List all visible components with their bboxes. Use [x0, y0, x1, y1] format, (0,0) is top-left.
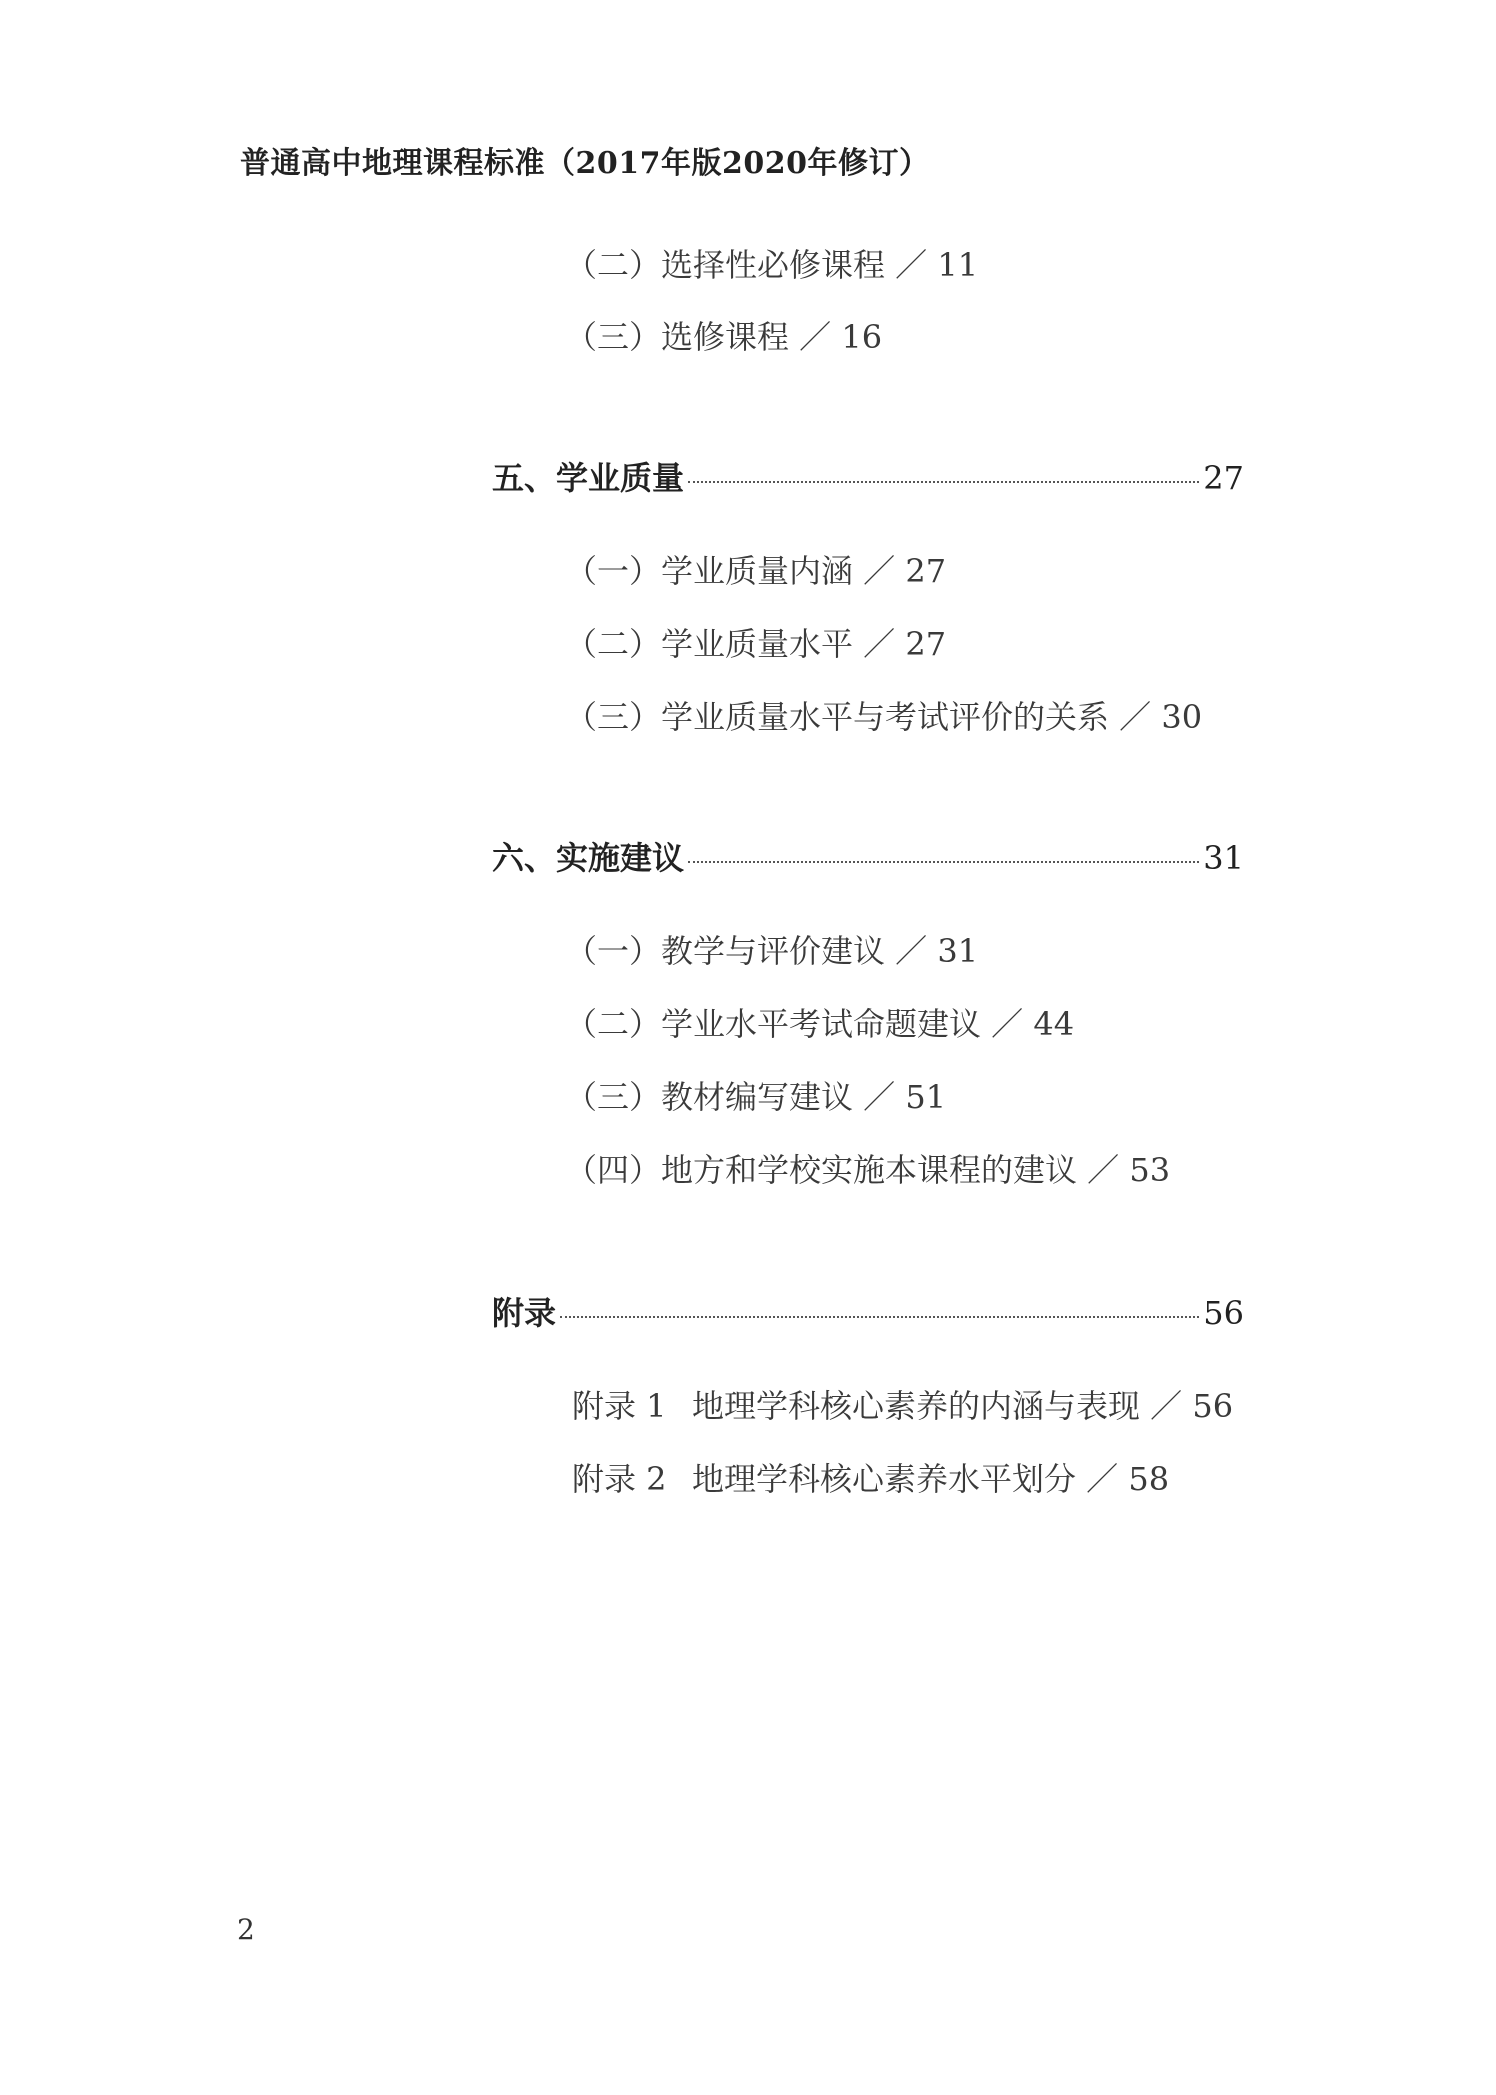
dot-leader: [688, 861, 1199, 863]
toc-entry-quality-connotation[interactable]: （一）学业质量内涵 ／ 27: [565, 552, 947, 590]
toc-entry-textbook-writing[interactable]: （三）教材编写建议 ／ 51: [565, 1078, 947, 1116]
toc-section-page: 31: [1203, 839, 1244, 877]
toc-entry-appendix-1[interactable]: [572, 1381, 1233, 1427]
toc-section-title: 五、学业质量: [492, 459, 685, 497]
toc-section-title: 附录: [492, 1294, 557, 1332]
toc-entry-elective-required[interactable]: （二）选择性必修课程 ／ 11: [565, 246, 979, 284]
toc-entry-local-school[interactable]: （四）地方和学校实施本课程的建议 ／ 53: [565, 1151, 1171, 1189]
toc-entry-exam-proposition[interactable]: （二）学业水平考试命题建议 ／ 44: [565, 1005, 1075, 1043]
running-header: 普通高中地理课程标准（2017年版2020年修订）: [240, 146, 930, 181]
appendix-text: 地理学科核心素养水平划分 ／ 58: [692, 1460, 1170, 1498]
toc-entry-teaching-evaluation[interactable]: （一）教学与评价建议 ／ 31: [565, 932, 979, 970]
toc-section-page: 56: [1203, 1294, 1244, 1332]
appendix-text: 地理学科核心素养的内涵与表现 ／ 56: [692, 1387, 1234, 1425]
appendix-label: 附录 1: [572, 1387, 667, 1425]
toc-section-appendix[interactable]: [492, 1288, 1244, 1334]
toc-section-page: 27: [1203, 459, 1244, 497]
toc-entry-quality-level[interactable]: （二）学业质量水平 ／ 27: [565, 625, 947, 663]
toc-section-implementation[interactable]: [492, 833, 1244, 879]
dot-leader: [560, 1316, 1199, 1318]
appendix-label: 附录 2: [572, 1460, 667, 1498]
toc-section-academic-quality[interactable]: [492, 453, 1244, 499]
toc-entry-elective[interactable]: （三）选修课程 ／ 16: [565, 318, 883, 356]
dot-leader: [688, 481, 1199, 483]
page-number: 2: [237, 1913, 255, 1946]
toc-entry-quality-exam-relation[interactable]: （三）学业质量水平与考试评价的关系 ／ 30: [565, 698, 1203, 736]
toc-entry-appendix-2[interactable]: [572, 1454, 1169, 1500]
toc-section-title: 六、实施建议: [492, 839, 685, 877]
